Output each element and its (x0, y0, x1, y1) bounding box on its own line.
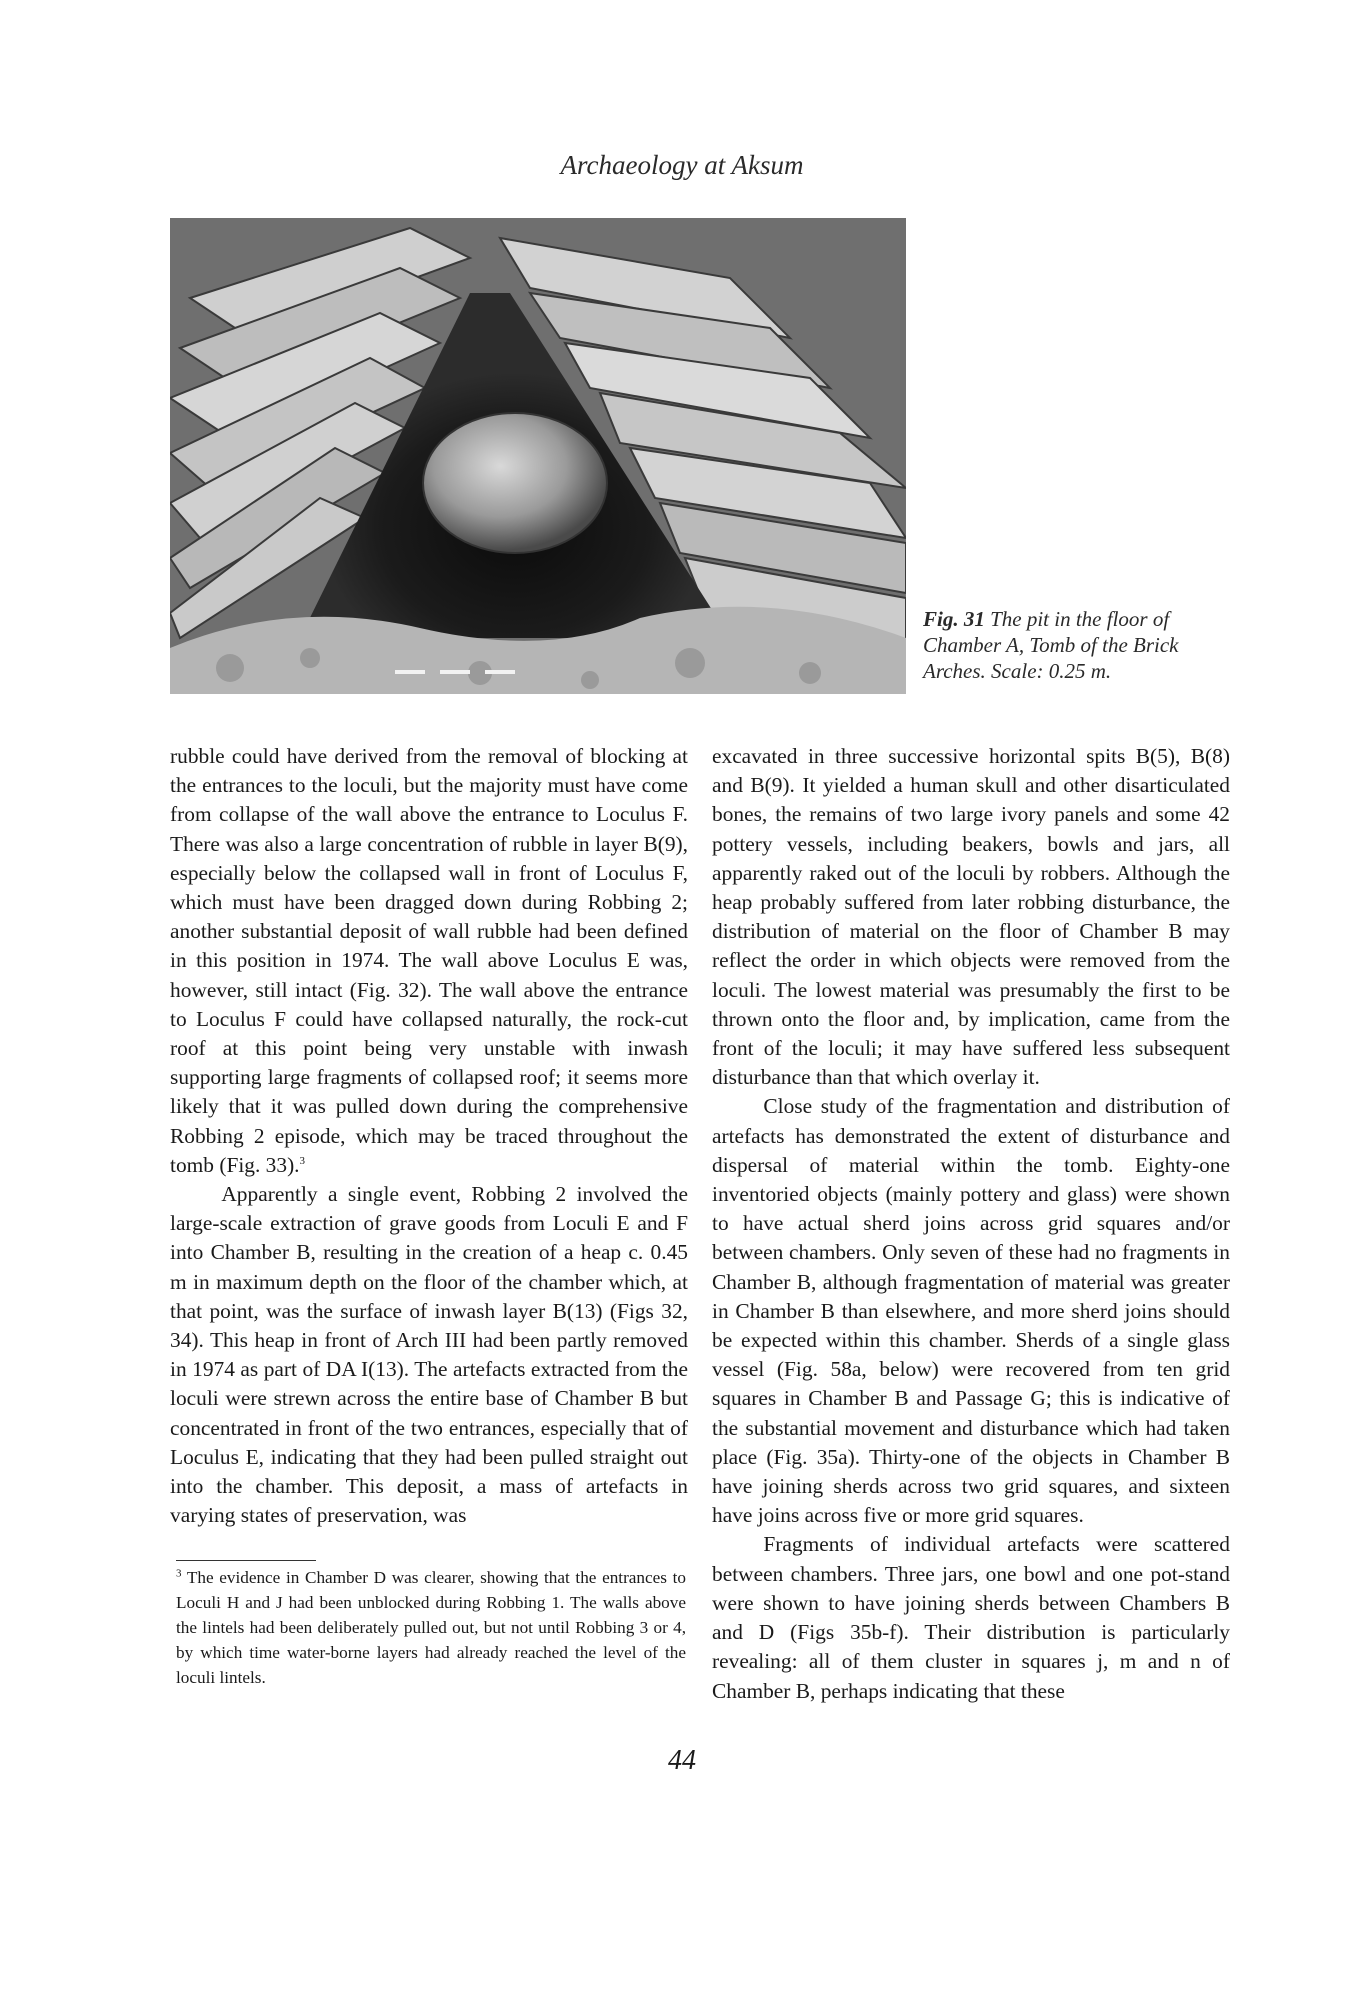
left-column (170, 742, 688, 1530)
figure-number: Fig. 31 (923, 607, 985, 631)
right-paragraph-1: excavated in three successive horizontal spits B(5), B(8) and B(9). It yielded a human skull and other disarticulated bones, the remains of two large ivory panels and some 42 pottery vessels, including beakers, bowls and jars, all apparently raked out of the loculi by robbers. Although the heap probably suffered from later robbing disturbance, the distribution of material on the floor of Chamber B may reflect the order in which objects were removed from the loculi. The lowest material was presumably the first to be thrown onto the floor and, by implication, came from the front of the loculi; it may have suffered less subsequent disturbance than that which overlay it. (712, 744, 1230, 1090)
footnote-marker: 3 (176, 1567, 182, 1580)
right-paragraph-2: Close study of the fragmentation and distribution of artefacts has demonstrated the extent of disturbance and dispersal of material within the tomb. Eighty-one inventoried objects (mainly pottery and glass) were shown to have actual sherd joins across grid squares and/or between chambers. Only seven of these had no fragments in Chamber B, although fragmentation of material was greater in Chamber B than elsewhere, and more sherd joins should be expected within this chamber. Sherds of a single glass vessel (Fig. 58a, below) were recovered from ten grid squares in Chamber B and Passage G; this is indicative of the substantial movement and disturbance which had taken place (Fig. 35a). Thirty-one of the objects in Chamber B have joining sherds across two grid squares, and sixteen have joins across five or more grid squares. (712, 1094, 1230, 1528)
footnote-reference: 3 (299, 1154, 306, 1167)
running-head: Archaeology at Aksum (560, 150, 804, 180)
figure-caption-text: The pit in the floor of Chamber A, Tomb of the Brick Arches. Scale: 0.25 m. (923, 607, 1179, 683)
page-number: 44 (668, 1745, 696, 1776)
figure-caption (923, 606, 1243, 684)
figure-photo (170, 218, 906, 694)
right-column (712, 742, 1230, 1706)
footnote (176, 1565, 686, 1690)
right-paragraph-3: Fragments of individual artefacts were scattered between chambers. Three jars, one bowl and one pot-stand were shown to have joining sherds between Chambers B and D (Figs 35b-f). Their distribution is particularly revealing: all of them cluster in squares j, m and n of Chamber B, perhaps indicating that these (712, 1532, 1230, 1703)
footnote-rule (176, 1560, 316, 1561)
left-paragraph-2: Apparently a single event, Robbing 2 involved the large-scale extraction of grave goods from Loculi E and F into Chamber B, resulting in the creation of a heap c. 0.45 m in maximum depth on the floor of the chamber which, at that point, was the surface of inwash layer B(13) (Figs 32, 34). This heap in front of Arch III had been partly removed in 1974 as part of DA I(13). The artefacts extracted from the loculi were strewn across the entire base of Chamber B but concentrated in front of the two entrances, especially that of Loculus E, indicating that they had been pulled straight out into the chamber. This deposit, a mass of artefacts in varying states of preservation, was (170, 1182, 688, 1528)
left-paragraph-1-text: rubble could have derived from the removal of blocking at the entrances to the loculi, but the majority must have come from collapse of the wall above the entrance to Loculus F. There was also a large concentration of rubble in layer B(9), especially below the collapsed wall in front of Loculus F, which must have been dragged down during Robbing 2; another substantial deposit of wall rubble had been defined in this position in 1974. The wall above Loculus E was, however, still intact (Fig. 32). The wall above the entrance to Loculus F could have collapsed naturally, the rock-cut roof at this point being very unstable with inwash supporting large fragments of collapsed roof; it seems more likely that it was pulled down during the comprehensive Robbing 2 episode, which may be traced throughout the tomb (Fig. 33). (170, 744, 688, 1177)
left-paragraph-1 (170, 742, 688, 1180)
footnote-text: The evidence in Chamber D was clearer, showing that the entrances to Loculi H and J had been unblocked during Robbing 1. The walls above the lintels had been deliberately pulled out, but not until Robbing 3 or 4, by which time water-borne layers had already reached the level of the loculi lintels. (176, 1568, 686, 1687)
